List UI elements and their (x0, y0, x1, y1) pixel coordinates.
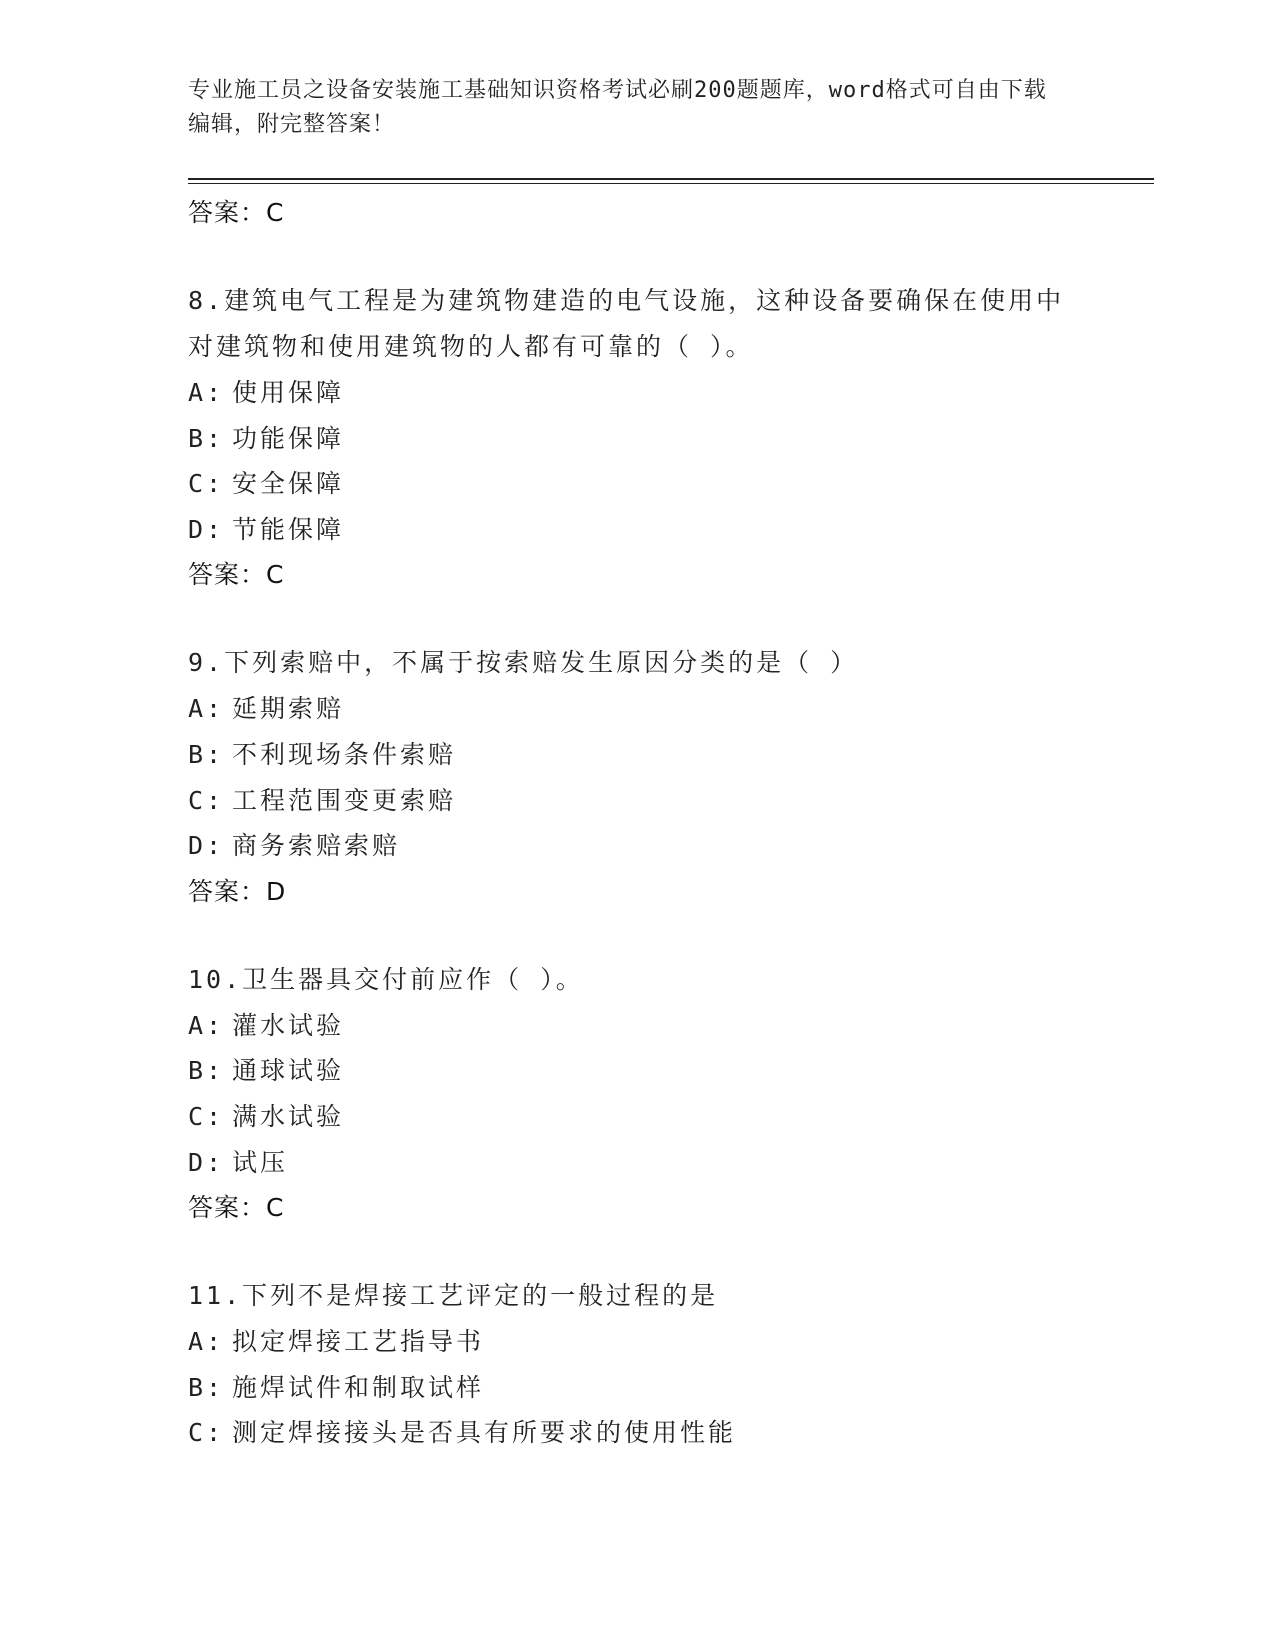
option-text: 商务索赔索赔 (232, 831, 401, 861)
option-a (188, 1003, 1088, 1049)
option-letter: B: (188, 1372, 225, 1402)
option-letter: A: (188, 1010, 225, 1040)
option-letter: D: (188, 514, 225, 544)
option-text: 施焊试件和制取试样 (232, 1372, 485, 1402)
previous-answer: 答案：C (188, 198, 285, 227)
option-letter: B: (188, 739, 225, 769)
option-letter: D: (188, 1147, 225, 1177)
question-item (188, 1273, 1088, 1456)
option-text: 工程范围变更索赔 (232, 785, 457, 815)
question-item (188, 278, 1088, 598)
option-letter: C: (188, 1101, 225, 1131)
option-letter: A: (188, 1327, 225, 1357)
option-letter: C: (188, 1418, 225, 1448)
option-d (188, 823, 1088, 869)
option-c (188, 1094, 1088, 1140)
answer-line: 答案：C (188, 1193, 285, 1223)
option-text: 安全保障 (232, 469, 345, 499)
answer-line: 答案：D (188, 876, 287, 906)
question-text: 11.下列不是焊接工艺评定的一般过程的是 (188, 1281, 719, 1311)
option-c (188, 778, 1088, 824)
option-d (188, 1140, 1088, 1186)
option-letter: B: (188, 1056, 225, 1086)
option-letter: A: (188, 378, 225, 407)
option-text: 灌水试验 (232, 1010, 345, 1040)
answer-line: 答案：C (188, 560, 285, 590)
option-text: 节能保障 (232, 514, 345, 544)
option-text: 测定焊接接头是否具有所要求的使用性能 (232, 1418, 737, 1448)
document-header: 专业施工员之设备安装施工基础知识资格考试必刷200题题库，word格式可自由下载编辑，附完整答案！ (188, 78, 1047, 137)
option-text: 试压 (232, 1147, 289, 1177)
option-b (188, 732, 1088, 778)
question-text: 8.建筑电气工程是为建筑物建造的电气设施，这种设备要确保在使用中对建筑物和使用建筑物的人都有可靠的（ ）。 (188, 286, 1065, 361)
option-text: 满水试验 (232, 1101, 345, 1131)
question-item (188, 957, 1088, 1231)
option-b (188, 416, 1088, 462)
option-letter: D: (188, 831, 225, 861)
option-a (188, 686, 1088, 732)
question-text: 9.下列索赔中，不属于按索赔发生原因分类的是（ ） (188, 648, 859, 678)
question-text: 10.卫生器具交付前应作（ ）。 (188, 964, 584, 994)
option-letter: C: (188, 785, 225, 815)
option-text: 通球试验 (232, 1056, 345, 1086)
option-c (188, 461, 1088, 507)
option-letter: B: (188, 423, 225, 453)
option-text: 延期索赔 (232, 694, 345, 724)
option-a (188, 370, 1088, 416)
option-a (188, 1319, 1088, 1365)
option-b (188, 1365, 1088, 1411)
option-b (188, 1048, 1088, 1094)
option-d (188, 507, 1088, 553)
document-body (188, 190, 1088, 1456)
header-divider (188, 178, 1154, 180)
option-c (188, 1410, 1088, 1456)
option-text: 不利现场条件索赔 (232, 739, 457, 769)
option-text: 功能保障 (232, 423, 345, 453)
header-divider-thin (188, 183, 1154, 184)
option-text: 使用保障 (232, 378, 345, 407)
option-text: 拟定焊接工艺指导书 (232, 1327, 485, 1357)
question-item (188, 640, 1088, 914)
option-letter: C: (188, 469, 225, 499)
option-letter: A: (188, 694, 225, 724)
